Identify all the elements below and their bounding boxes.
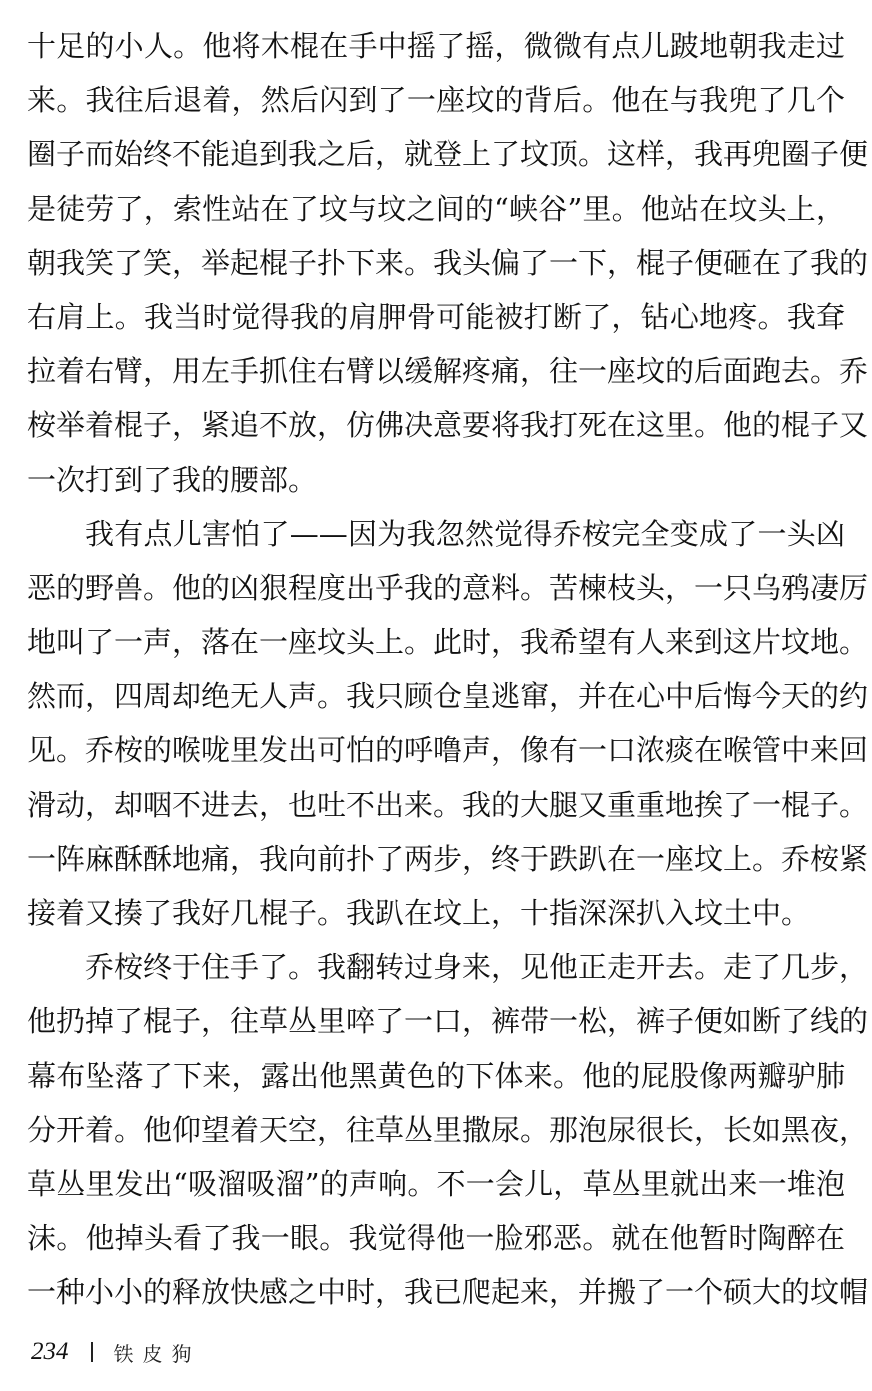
text-line: 一阵麻酥酥地痛，我向前扑了两步，终于跌趴在一座坟上。乔桉紧 [27,841,869,876]
text-line: 圈子而始终不能追到我之后，就登上了坟顶。这样，我再兜圈子便 [27,137,869,172]
page-number: 234 [31,1338,69,1365]
text-line: 是徒劳了，索性站在了坟与坟之间的“峡谷”里。他站在坟头上， [27,191,845,226]
body-text [27,19,869,1320]
text-line: 滑动，却咽不进去，也吐不出来。我的大腿又重重地挨了一棍子。 [27,787,869,822]
text-line: 桉举着棍子，紧追不放，仿佛决意要将我打死在这里。他的棍子又 [27,408,869,443]
text-line: 一种小小的释放快感之中时，我已爬起来，并搬了一个硕大的坟帽 [27,1275,869,1310]
text-line: 沫。他掉头看了我一眼。我觉得他一脸邪恶。就在他暂时陶醉在 [27,1221,845,1256]
text-line: 然而，四周却绝无人声。我只顾仓皇逃窜，并在心中后悔今天的约 [27,679,869,714]
text-line: 地叫了一声，落在一座坟头上。此时，我希望有人来到这片坟地。 [27,625,869,660]
page-footer [31,1335,201,1369]
text-line: 拉着右臂，用左手抓住右臂以缓解疼痛，往一座坟的后面跑去。乔 [27,354,869,389]
text-line: 接着又揍了我好几棍子。我趴在坟上，十指深深扒入坟土中。 [27,896,811,930]
text-line: 见。乔桉的喉咙里发出可怕的呼噜声，像有一口浓痰在喉管中来回 [27,733,869,768]
text-line: 恶的野兽。他的凶狠程度出乎我的意料。苦楝枝头，一只乌鸦凄厉 [27,570,869,605]
running-title: 铁皮狗 [113,1341,201,1366]
footer-separator [91,1342,93,1362]
text-line: 十足的小人。他将木棍在手中摇了摇，微微有点儿跛地朝我走过 [27,29,845,63]
text-line: 一次打到了我的腰部。 [27,462,318,497]
text-line: 他扔掉了棍子，往草丛里啐了一口，裤带一松，裤子便如断了线的 [27,1004,869,1039]
text-line: 草丛里发出“吸溜吸溜”的声响。不一会儿，草丛里就出来一堆泡 [27,1166,845,1201]
text-line: 来。我往后退着，然后闪到了一座坟的背后。他在与我兜了几个 [27,83,845,118]
text-line: 乔桉终于住手了。我翻转过身来，见他正走开去。走了几步， [85,950,869,985]
text-line: 右肩上。我当时觉得我的肩胛骨可能被打断了，钻心地疼。我耷 [27,299,845,334]
text-line: 朝我笑了笑，举起棍子扑下来。我头偏了一下，棍子便砸在了我的 [27,245,869,280]
text-line: 幕布坠落了下来，露出他黑黄色的下体来。他的屁股像两瓣驴肺 [27,1058,845,1093]
text-line: 我有点儿害怕了——因为我忽然觉得乔桉完全变成了一头凶 [85,516,845,551]
text-line: 分开着。他仰望着天空，往草丛里撒尿。那泡尿很长，长如黑夜， [27,1112,869,1147]
